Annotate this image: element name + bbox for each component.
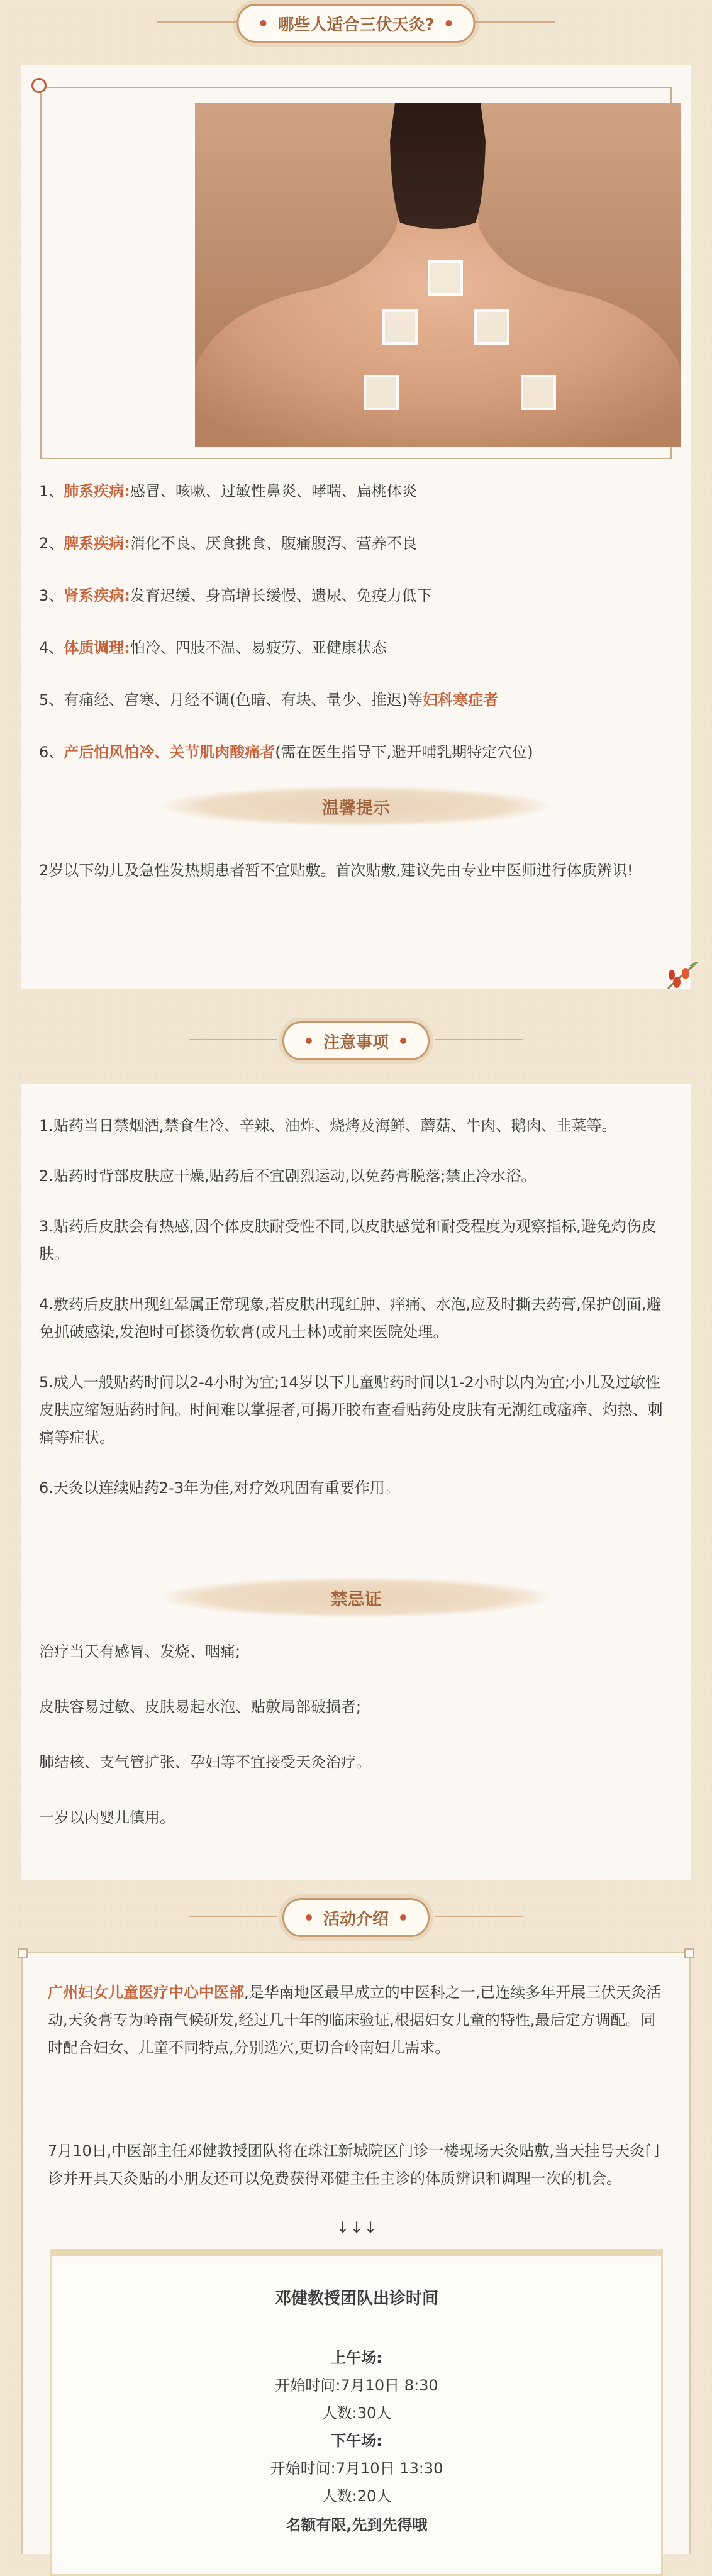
- activity-para2: 7月10日,中医部主任邓健教授团队将在珠江新城院区门诊一楼现场天灸贴敷,当天挂号天灸门诊并开具天灸贴的小朋友还可以免费获得邓健主任主诊的体质辨识和调理一次的机会。: [48, 2142, 660, 2187]
- list-item: [39, 531, 668, 555]
- list-item: 1.贴药当日禁烟酒,禁食生冷、辛辣、油炸、烧烤及海鲜、蘑菇、牛肉、鹅肉、韭菜等。: [39, 1117, 617, 1135]
- suitable-list: [39, 479, 668, 764]
- back-plaster-image: [195, 103, 681, 447]
- list-item: 3.贴药后皮肤会有热感,因个体皮肤耐受性不同,以皮肤感觉和耐受程度为观察指标,避免灼伤皮肤。: [39, 1218, 657, 1263]
- item-highlight: 体质调理:: [64, 639, 130, 657]
- list-item: [39, 688, 668, 712]
- section-title-precautions: [282, 1021, 430, 1060]
- dot-icon: [306, 1914, 312, 1921]
- list-item: 治疗当天有感冒、发烧、咽痛;: [39, 1643, 241, 1660]
- tip-heading: [161, 786, 551, 826]
- contraindication-list: [39, 1638, 673, 1831]
- morning-label: 上午场:: [331, 2349, 382, 2367]
- card-activity: [21, 1952, 691, 2554]
- list-item: 6.天灸以连续贴药2-3年为佳,对疗效巩固有重要作用。: [39, 1479, 400, 1497]
- tip-text: 2岁以下幼儿及急性发热期患者暂不宜贴敷。首次贴敷,建议先由专业中医师进行体质辨识!: [39, 862, 633, 879]
- title-line-left: [189, 1916, 277, 1917]
- item-text: 有痛经、宫寒、月经不调(色暗、有块、量少、推迟)等: [64, 691, 423, 709]
- card-suitable: [21, 65, 691, 989]
- item-number: 6、: [39, 743, 64, 761]
- item-highlight: 肾系疾病:: [64, 587, 130, 604]
- contraindication-heading: [161, 1577, 551, 1618]
- activity-intro: [48, 1979, 667, 2062]
- item-number: 3、: [39, 587, 64, 604]
- list-item: [39, 479, 668, 503]
- title-line-left: [189, 1039, 277, 1040]
- contraindication-heading-text: 禁忌证: [330, 1589, 382, 1609]
- frame-corner-ring: [31, 78, 47, 93]
- card-precautions: [21, 1084, 691, 1880]
- intro-text: ,是华南地区最早成立的中医科之一,已连续多年开展三伏天灸活动,天灸膏专为岭南气候研发,经过几十年的临床验证,根据妇女儿童的特性,最后定方调配。同时配合妇女、儿童不同特点,分别选穴,更切合岭南妇儿需求。: [48, 1984, 662, 2057]
- goji-berry-decoration-icon: [662, 957, 699, 995]
- section-title-text: 哪些人适合三伏天灸?: [277, 15, 435, 35]
- card-corner-square: [684, 1948, 694, 1958]
- tip-heading-text: 温馨提示: [322, 798, 390, 818]
- dot-icon: [400, 1038, 406, 1044]
- item-highlight: 产后怕风怕冷、关节肌肉酸痛者: [64, 743, 275, 761]
- item-text: 消化不良、厌食挑食、腹痛腹泻、营养不良: [130, 535, 417, 552]
- item-number: 4、: [39, 639, 64, 657]
- list-item: [39, 584, 668, 608]
- title-line-right: [435, 1916, 523, 1917]
- section-title-suitable: [236, 4, 475, 43]
- list-item: 2.贴药时背部皮肤应干燥,贴药后不宜剧烈运动,以免药膏脱落;禁止冷水浴。: [39, 1167, 537, 1185]
- item-text: 怕冷、四肢不温、易疲劳、亚健康状态: [130, 639, 387, 657]
- hospital-name: 广州妇女儿童医疗中心中医部: [48, 1984, 244, 2001]
- item-text: 发育迟缓、身高增长缓慢、遗尿、免疫力低下: [130, 587, 432, 604]
- item-highlight: 肺系疾病:: [64, 482, 130, 500]
- limited-notice: 名额有限,先到先得哦: [286, 2516, 428, 2534]
- section-title-activity: [282, 1898, 430, 1937]
- schedule-title: 邓健教授团队出诊时间: [274, 2289, 438, 2308]
- card-corner-square: [18, 1948, 28, 1958]
- dot-icon: [260, 20, 266, 26]
- dot-icon: [400, 1914, 406, 1921]
- morning-time: 开始时间:7月10日 8:30: [275, 2377, 438, 2394]
- item-number: 1、: [39, 482, 64, 500]
- list-item: 4.敷药后皮肤出现红晕属正常现象,若皮肤出现红肿、痒痛、水泡,应及时撕去药膏,保护创面,避免抓破感染,发泡时可搽烫伤软膏(或凡士林)或前来医院处理。: [39, 1296, 662, 1341]
- schedule-top-border: [52, 2251, 661, 2256]
- afternoon-count: 人数:20人: [321, 2487, 392, 2505]
- list-item: 皮肤容易过敏、皮肤易起水泡、贴敷局部破损者;: [39, 1698, 362, 1716]
- item-text: (需在医生指导下,避开哺乳期特定穴位): [275, 743, 533, 761]
- schedule-box: [50, 2249, 663, 2576]
- afternoon-label: 下午场:: [331, 2432, 382, 2450]
- list-item: 一岁以内婴儿慎用。: [39, 1809, 175, 1826]
- dot-icon: [306, 1038, 312, 1044]
- down-arrows: ↓↓↓: [336, 2219, 379, 2236]
- item-number: 2、: [39, 535, 64, 552]
- list-item: 5.成人一般贴药时间以2-4小时为宜;14岁以下儿童贴药时间以1-2小时以内为宜;小儿及过敏性皮肤应缩短贴药时间。时间难以掌握者,可揭开胶布查看贴药处皮肤有无潮红或瘙痒、灼热、刺痛等症状。: [39, 1374, 663, 1446]
- title-line-right: [435, 1039, 523, 1040]
- section-title-text: 注意事项: [323, 1033, 389, 1052]
- section-title-text: 活动介绍: [323, 1909, 389, 1929]
- morning-count: 人数:30人: [321, 2404, 392, 2422]
- afternoon-time: 开始时间:7月10日 13:30: [270, 2460, 443, 2477]
- list-item: [39, 740, 668, 764]
- item-text: 感冒、咳嗽、过敏性鼻炎、哮喘、扁桃体炎: [130, 482, 417, 500]
- list-item: [39, 636, 668, 660]
- item-highlight: 妇科寒症者: [423, 691, 499, 709]
- item-number: 5、: [39, 691, 64, 709]
- item-highlight: 脾系疾病:: [64, 535, 130, 552]
- list-item: 肺结核、支气管扩张、孕妇等不宜接受天灸治疗。: [39, 1753, 371, 1771]
- dot-icon: [446, 20, 452, 26]
- precautions-list: [39, 1112, 673, 1502]
